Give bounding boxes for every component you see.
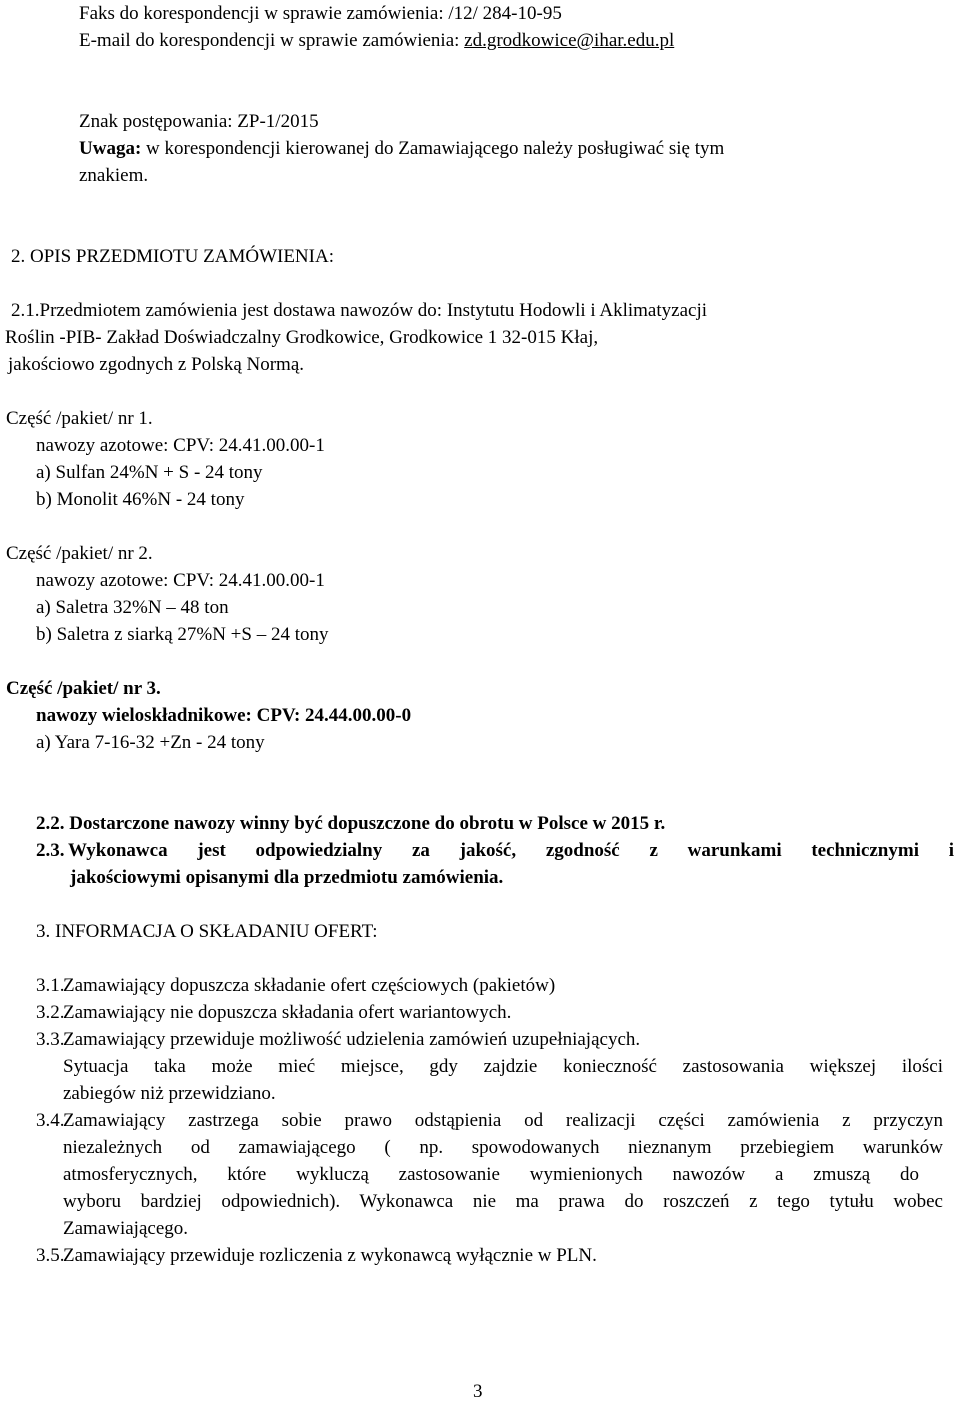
page-number: 3	[473, 1381, 483, 1402]
p33-line-3: zabiegów niż przewidziano.	[63, 1083, 276, 1104]
p31-label: 3.1.	[36, 975, 65, 996]
p35-label: 3.5.	[36, 1245, 65, 1266]
procedure-sign: Znak postępowania: ZP-1/2015	[79, 111, 319, 132]
p35	[36, 1242, 597, 1269]
p21-line-2: Roślin -PIB- Zakład Doświadczalny Grodkowice, Grodkowice 1 32-015 Kłaj,	[5, 327, 599, 348]
part-2-cpv: nawozy azotowe: CPV: 24.41.00.00-1	[36, 570, 325, 591]
p21-line-1: 2.1.Przedmiotem zamówienia jest dostawa nawozów do: Instytutu Hodowli i Aklimatyzacji	[11, 300, 707, 321]
fax-label: Faks do korespondencji w sprawie zamówienia:	[79, 3, 444, 24]
fax-value: /12/ 284-10-95	[448, 3, 562, 24]
p34-line-2: niezależnych od zamawiającego ( np. spowodowanych nieznanym przebiegiem warunków	[63, 1137, 943, 1158]
p32-text: Zamawiający nie dopuszcza składania ofert wariantowych.	[63, 1002, 512, 1023]
p22: 2.2. Dostarczone nawozy winny być dopuszczone do obrotu w Polsce w 2015 r.	[36, 813, 666, 834]
part-2-item-b: b) Saletra z siarką 27%N +S – 24 tony	[36, 624, 329, 645]
p35-text: Zamawiający przewiduje rozliczenia z wykonawcą wyłącznie w PLN.	[63, 1245, 597, 1266]
note-text: w korespondencji kierowanej do Zamawiającego należy posługiwać się tym	[146, 138, 725, 159]
part-1-title: Część /pakiet/ nr 1.	[6, 408, 153, 429]
p32	[36, 999, 511, 1026]
p23-line-2: jakościowymi opisanymi dla przedmiotu zamówienia.	[70, 867, 504, 888]
note-line-2: znakiem.	[79, 165, 149, 186]
p34-line-3: atmosferycznych, które wykluczą zastosowanie wymienionych nawozów a zmuszą do	[63, 1164, 919, 1185]
section-2-heading: 2. OPIS PRZEDMIOTU ZAMÓWIENIA:	[11, 246, 334, 267]
email-link[interactable]: zd.grodkowice@ihar.edu.pl	[464, 30, 675, 51]
part-1-item-b: b) Monolit 46%N - 24 tony	[36, 489, 245, 510]
p32-label: 3.2.	[36, 1002, 65, 1023]
part-2-item-a: a) Saletra 32%N – 48 ton	[36, 597, 229, 618]
part-3-title: Część /pakiet/ nr 3.	[6, 678, 161, 699]
email-label: E-mail do korespondencji w sprawie zamówienia:	[79, 30, 460, 51]
p31-text: Zamawiający dopuszcza składanie ofert częściowych (pakietów)	[63, 975, 556, 996]
p34-text-1: Zamawiający zastrzega sobie prawo odstąpienia od realizacji części zamówienia z przyczyn	[63, 1110, 943, 1131]
part-2-title: Część /pakiet/ nr 2.	[6, 543, 153, 564]
part-1-item-a: a) Sulfan 24%N + S - 24 tony	[36, 462, 263, 483]
p33-text: Zamawiający przewiduje możliwość udzielenia zamówień uzupełniających.	[63, 1029, 641, 1050]
p23-text: Wykonawca jest odpowiedzialny za jakość, zgodność z warunkami technicznymi i	[68, 840, 954, 861]
p34-line-4: wyboru bardziej odpowiednich). Wykonawca nie ma prawa do roszczeń z tego tytułu wobec	[63, 1191, 943, 1212]
fax-line	[79, 0, 562, 27]
part-1-cpv: nawozy azotowe: CPV: 24.41.00.00-1	[36, 435, 325, 456]
part-3-cpv: nawozy wieloskładnikowe: CPV: 24.44.00.00-0	[36, 705, 412, 726]
p33-line-2: Sytuacja taka może mieć miejsce, gdy zajdzie konieczność zastosowania większej ilości	[63, 1056, 943, 1077]
p34-line-1	[36, 1107, 943, 1134]
p34-label: 3.4.	[36, 1110, 65, 1131]
part-3-item-a: a) Yara 7-16-32 +Zn - 24 tony	[36, 732, 265, 753]
note-label: Uwaga:	[79, 138, 142, 159]
p31	[36, 972, 555, 999]
p33-line-1	[36, 1026, 640, 1053]
section-3-heading: 3. INFORMACJA O SKŁADANIU OFERT:	[36, 921, 378, 942]
p23-line-1	[36, 837, 954, 864]
email-line	[79, 27, 674, 54]
p21-line-3: jakościowo zgodnych z Polską Normą.	[8, 354, 305, 375]
note-line-1	[79, 135, 724, 162]
p23-label: 2.3.	[36, 840, 65, 861]
p34-line-5: Zamawiającego.	[63, 1218, 189, 1239]
p33-label: 3.3.	[36, 1029, 65, 1050]
